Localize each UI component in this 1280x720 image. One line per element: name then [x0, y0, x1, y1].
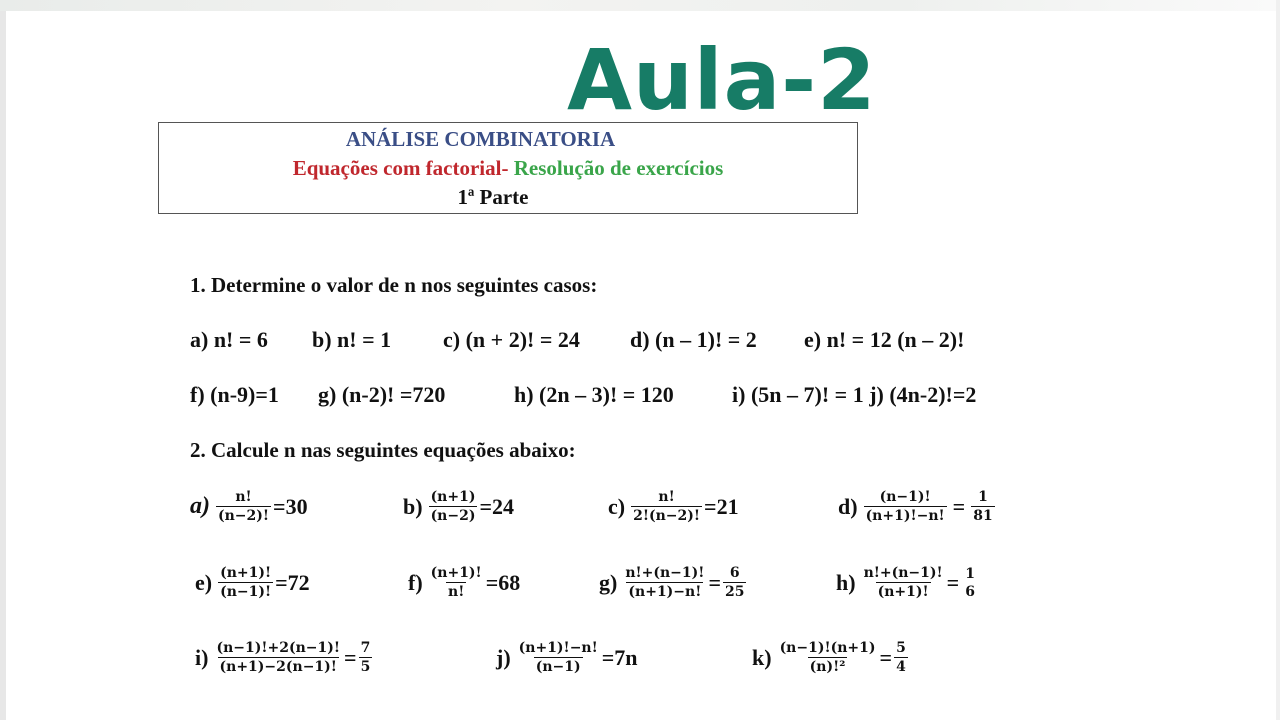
equation-equals: =: [708, 569, 721, 595]
q2-equation-d: [838, 488, 995, 525]
q1-item-b: b) n! = 1: [312, 327, 392, 352]
equation-equals: =: [879, 644, 893, 670]
equation-rhs: =7n: [601, 644, 638, 670]
equation-equals: =: [946, 569, 960, 595]
header-box: [158, 122, 858, 214]
rhs-fraction: 1 6: [965, 565, 975, 600]
fraction: $\frac{n!+(n-1)!}{(n+1)!}$: [863, 565, 943, 600]
equation-label: d): [838, 493, 858, 519]
equation-label: j): [496, 644, 511, 670]
q1-item-g: g) (n-2)! =720: [318, 382, 446, 407]
q2-equation-k: [752, 639, 908, 676]
equation-label: k): [752, 644, 772, 670]
q1-item-i-j: i) (5n – 7)! = 1 j) (4n-2)!=2: [732, 382, 977, 407]
fraction: $\frac{(n-1)!}{(n+1)!-n!}$: [865, 489, 945, 524]
q1-item-a: a) n! = 6: [190, 327, 268, 352]
equation-label: g): [599, 569, 618, 595]
q2-equation-i: [195, 639, 372, 676]
fraction: $\frac{(n+1)!}{(n-1)!}$: [220, 565, 272, 600]
top-bar: [0, 0, 1280, 11]
question-1-heading: 1. Determine o valor de n nos seguintes casos:: [190, 273, 598, 297]
q1-item-c: c) (n + 2)! = 24: [443, 327, 580, 352]
lesson-title: Aula-2: [567, 31, 877, 129]
equation-label: e): [195, 569, 213, 595]
q2-equation-a: [190, 488, 308, 525]
q1-item-h: h) (2n – 3)! = 120: [514, 382, 674, 407]
equation-rhs: =72: [275, 569, 310, 595]
equation-equals: =: [952, 493, 966, 519]
header-subject: ANÁLISE COMBINATORIA: [345, 127, 616, 151]
equation-equals: =: [344, 644, 357, 670]
rhs-fraction: $\frac{5}{4}$: [896, 640, 906, 675]
header-part: 1ª Parte: [457, 185, 529, 209]
rhs-fraction: $\frac{6}{25}$: [724, 565, 745, 600]
fraction: $\frac{n!+(n-1)!}{(n+1)-n!}$: [625, 565, 705, 600]
equation-label: h): [836, 569, 856, 595]
q1-item-f: f) (n-9)=1: [190, 382, 279, 407]
fraction: $\frac{n!}{2!(n-2)!}$: [633, 489, 701, 524]
q1-item-e: e) n! = 12 (n – 2)!: [804, 327, 965, 352]
question-2-heading: 2. Calcule n nas seguintes equações abaixo:: [190, 438, 576, 462]
equation-rhs: =24: [479, 493, 515, 519]
q2-equation-f: [408, 564, 520, 601]
equation-rhs: =21: [704, 493, 739, 519]
q2-equation-b: [403, 488, 514, 525]
q2-equation-h: [836, 564, 979, 601]
q2-equation-c: [608, 488, 739, 525]
right-edge: [1276, 0, 1280, 720]
equation-label: c): [608, 493, 626, 519]
header-topic-red: Equações com factorial-: [292, 156, 509, 180]
equation-label: a): [190, 493, 210, 519]
left-edge: [0, 11, 6, 720]
equation-label: f): [408, 569, 423, 595]
q1-item-d: d) (n – 1)! = 2: [630, 327, 757, 352]
equation-label: b): [403, 493, 423, 519]
fraction: $\frac{n!}{(n-2)!}$: [218, 489, 270, 524]
equation-label: i): [195, 644, 209, 670]
header-topic: [159, 156, 857, 181]
q2-equation-g: [599, 564, 746, 601]
q2-equation-j: [496, 639, 638, 676]
fraction: $\frac{(n+1)!}{n!}$: [430, 565, 482, 600]
fraction: $\frac{(n-1)!(n+1)}{\text{(n)!²}}$: [779, 640, 876, 675]
header-topic-green: Resolução de exercícios: [508, 156, 724, 180]
q2-equation-e: [195, 564, 310, 601]
rhs-fraction: $\frac{7}{5}$: [360, 640, 371, 675]
fraction: $\frac{(n+1)}{(n-2)}$: [430, 489, 476, 524]
equation-rhs: =30: [273, 493, 308, 519]
rhs-fraction: $\frac{1}{81}$: [973, 489, 993, 524]
fraction: $\frac{(n-1)!+2(n-1)!}{(n+1)-2(n-1)!}$: [216, 640, 341, 675]
equation-rhs: =68: [485, 569, 521, 595]
fraction: $\frac{(n+1)!-n!}{(n-1)}$: [518, 640, 598, 675]
